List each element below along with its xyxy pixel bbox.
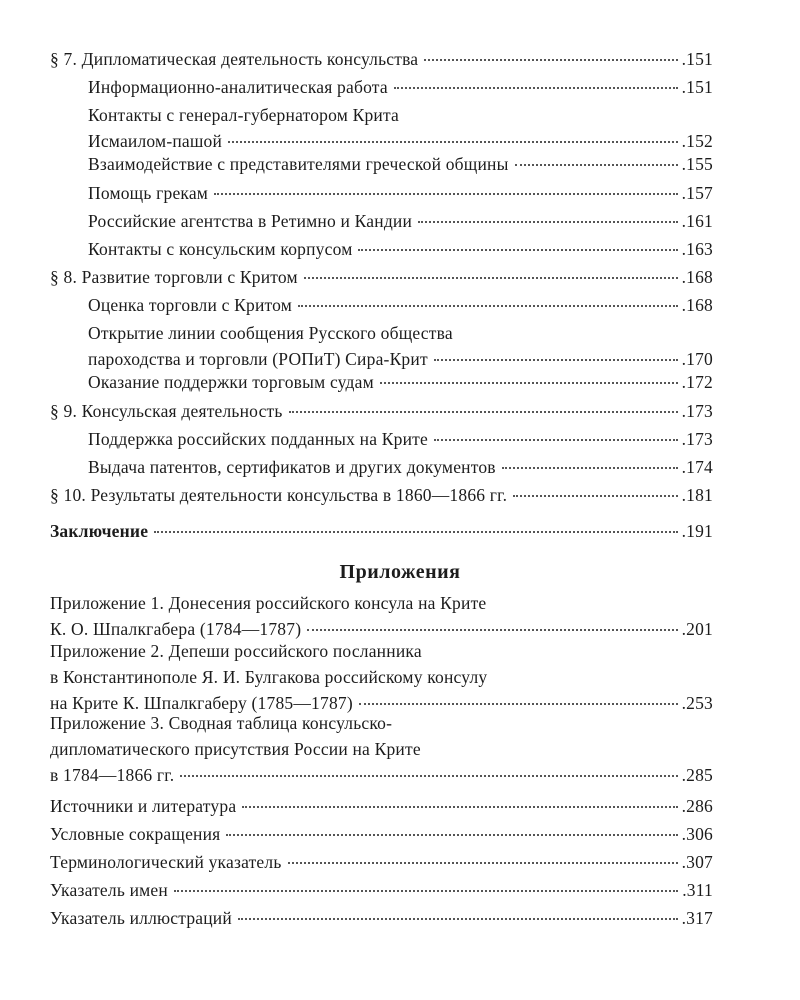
toc-entry-abbreviations[interactable]	[50, 821, 713, 847]
dot-leader	[228, 141, 677, 143]
toc-entry-title: Российские агентства в Ретимно и Кандии	[88, 211, 413, 231]
toc-entry-title: § 10. Результаты деятельности консульства в 1860—1866 гг.	[50, 485, 508, 505]
toc-entry-trade-assessment[interactable]	[88, 292, 713, 318]
dot-leader	[214, 193, 677, 195]
toc-entry-merchant-ships[interactable]	[88, 369, 713, 395]
toc-page-number: .285	[681, 765, 713, 785]
dot-leader	[502, 467, 678, 469]
toc-entry-title: Оказание поддержки торговым судам	[88, 372, 374, 392]
toc-page-number: .191	[681, 521, 713, 541]
toc-entry-title: Поддержка российских подданных на Крите	[88, 429, 428, 449]
dot-leader	[238, 918, 678, 920]
dot-leader	[174, 890, 678, 892]
toc-entry-section-8[interactable]	[50, 264, 713, 290]
toc-entry-agencies[interactable]	[88, 208, 713, 234]
toc-entry-section-7[interactable]	[50, 46, 713, 72]
dot-leader	[424, 59, 677, 61]
toc-entry-appendix-1[interactable]	[50, 590, 713, 642]
toc-entry-title: Контакты с консульским корпусом	[88, 239, 353, 259]
dot-leader	[289, 411, 678, 413]
toc-entry-information-work[interactable]	[88, 74, 713, 100]
dot-leader	[154, 531, 677, 533]
dot-leader	[226, 834, 677, 836]
toc-entry-title: К. О. Шпалкгабера (1784—1787)	[50, 619, 302, 639]
toc-page-number: .161	[681, 211, 713, 231]
toc-entry-consular-corps[interactable]	[88, 236, 713, 262]
dot-leader	[434, 439, 678, 441]
toc-page-number: .181	[681, 485, 713, 505]
toc-page-number: .168	[681, 267, 713, 287]
toc-entry-section-10[interactable]	[50, 482, 713, 508]
toc-page-number: .173	[681, 401, 713, 421]
toc-entry-title-line: Приложение 3. Сводная таблица консульско-	[50, 713, 393, 733]
toc-page-number: .151	[681, 49, 713, 69]
toc-entry-title-line: Приложение 2. Депеши российского посланника	[50, 641, 422, 661]
appendices-heading: Приложения	[339, 561, 461, 583]
toc-entry-title-line: в Константинополе Я. И. Булгакова российскому консулу	[50, 667, 488, 687]
toc-entry-title: Терминологический указатель	[50, 852, 282, 872]
toc-page-number: .172	[681, 372, 713, 392]
toc-entry-title: Оценка торговли с Критом	[88, 295, 293, 315]
toc-entry-title: Указатель имен	[50, 880, 168, 900]
dot-leader	[515, 164, 678, 166]
toc-entry-ropit-line[interactable]	[88, 320, 713, 372]
dot-leader	[513, 495, 677, 497]
toc-entry-title: Помощь грекам	[88, 183, 209, 203]
toc-entry-illustrations-index[interactable]	[50, 905, 713, 931]
toc-page-number: .311	[682, 880, 713, 900]
dot-leader	[358, 249, 677, 251]
toc-entry-section-9[interactable]	[50, 398, 713, 424]
toc-entry-names-index[interactable]	[50, 877, 713, 903]
toc-entry-title: Заключение	[50, 521, 149, 541]
toc-page-number: .306	[681, 824, 713, 844]
toc-page-number: .174	[681, 457, 713, 477]
toc-entry-title: Источники и литература	[50, 796, 237, 816]
toc-page-number: .157	[681, 183, 713, 203]
toc-entry-title: на Крите К. Шпалкгаберу (1785—1787)	[50, 693, 353, 713]
toc-page-number: .151	[681, 77, 713, 97]
toc-entry-governor-contacts[interactable]	[88, 102, 713, 154]
toc-entry-title-line: Приложение 1. Донесения российского консула на Крите	[50, 593, 487, 613]
toc-entry-title: Исмаилом-пашой	[88, 131, 223, 151]
toc-entry-title: Информационно-аналитическая работа	[88, 77, 388, 97]
dot-leader	[307, 629, 677, 631]
toc-page-number: .201	[681, 619, 713, 639]
toc-entry-help-greeks[interactable]	[88, 180, 713, 206]
toc-page-number: .286	[681, 796, 713, 816]
toc-entry-patents[interactable]	[88, 454, 713, 480]
toc-entry-appendix-3[interactable]	[50, 710, 713, 788]
dot-leader	[380, 382, 678, 384]
toc-entry-conclusion[interactable]	[50, 518, 713, 544]
dot-leader	[394, 87, 678, 89]
toc-entry-terminology-index[interactable]	[50, 849, 713, 875]
toc-page-number: .163	[681, 239, 713, 259]
dot-leader	[288, 862, 678, 864]
dot-leader	[359, 703, 678, 705]
toc-page-number: .317	[681, 908, 713, 928]
dot-leader	[304, 277, 678, 279]
toc-entry-title-line: Открытие линии сообщения Русского общества	[88, 323, 453, 343]
dot-leader	[434, 359, 678, 361]
toc-entry-title: Условные сокращения	[50, 824, 221, 844]
toc-page-number: .152	[681, 131, 713, 151]
toc-entry-title: пароходства и торговли (РОПиТ) Сира-Крит	[88, 349, 428, 369]
toc-entry-title: Указатель иллюстраций	[50, 908, 232, 928]
dot-leader	[298, 305, 677, 307]
toc-entry-title: Взаимодействие с представителями греческой общины	[88, 154, 509, 174]
toc-page-number: .173	[681, 429, 713, 449]
toc-entry-appendix-2[interactable]	[50, 638, 713, 716]
toc-entry-title: в 1784—1866 гг.	[50, 765, 175, 785]
toc-entry-title: § 8. Развитие торговли с Критом	[50, 267, 298, 287]
toc-entry-sources[interactable]	[50, 793, 713, 819]
dot-leader	[180, 775, 677, 777]
toc-entry-subjects-support[interactable]	[88, 426, 713, 452]
dot-leader	[418, 221, 678, 223]
toc-entry-title: § 7. Дипломатическая деятельность консульства	[50, 49, 419, 69]
toc-page-number: .170	[681, 349, 713, 369]
toc-entry-greek-community[interactable]	[88, 151, 713, 177]
toc-entry-title-line: Контакты с генерал-губернатором Крита	[88, 105, 399, 125]
toc-entry-title: § 9. Консульская деятельность	[50, 401, 283, 421]
dot-leader	[242, 806, 677, 808]
toc-page-number: .307	[681, 852, 713, 872]
toc-entry-title-line: дипломатического присутствия России на Крите	[50, 739, 421, 759]
toc-entry-title: Выдача патентов, сертификатов и других документов	[88, 457, 496, 477]
toc-page-number: .168	[681, 295, 713, 315]
toc-page-number: .253	[681, 693, 713, 713]
toc-page-number: .155	[681, 154, 713, 174]
